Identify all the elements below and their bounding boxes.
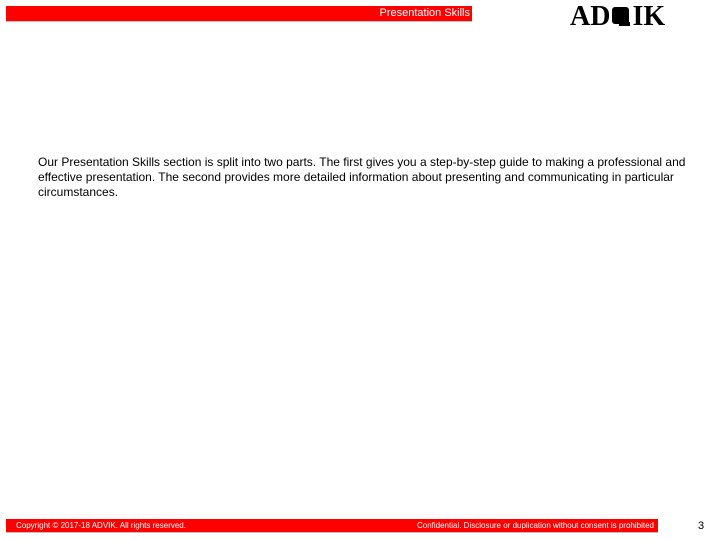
footer-confidential: Confidential. Disclosure or duplication without consent is prohibited [416, 521, 654, 530]
q-mark-icon [611, 2, 631, 32]
header-bar [6, 6, 472, 22]
footer-copyright-bar [6, 519, 196, 533]
page-number: 3 [698, 520, 705, 532]
header-title: Presentation Skills [379, 7, 470, 19]
company-logo [570, 2, 665, 32]
logo-prefix: AD [570, 1, 611, 32]
logo-suffix: IK [632, 1, 666, 32]
footer-copyright: Copyright © 2017-18 ADVIK. All rights reserved. [16, 521, 186, 530]
footer-confidential-bar [196, 519, 658, 533]
section-intro-text: Our Presentation Skills section is split into two parts. The first gives you a step-by-step guide to making a professional and effective presentation. The second provides more detailed information about presenting and communicating in particular circumstances. [38, 155, 686, 199]
